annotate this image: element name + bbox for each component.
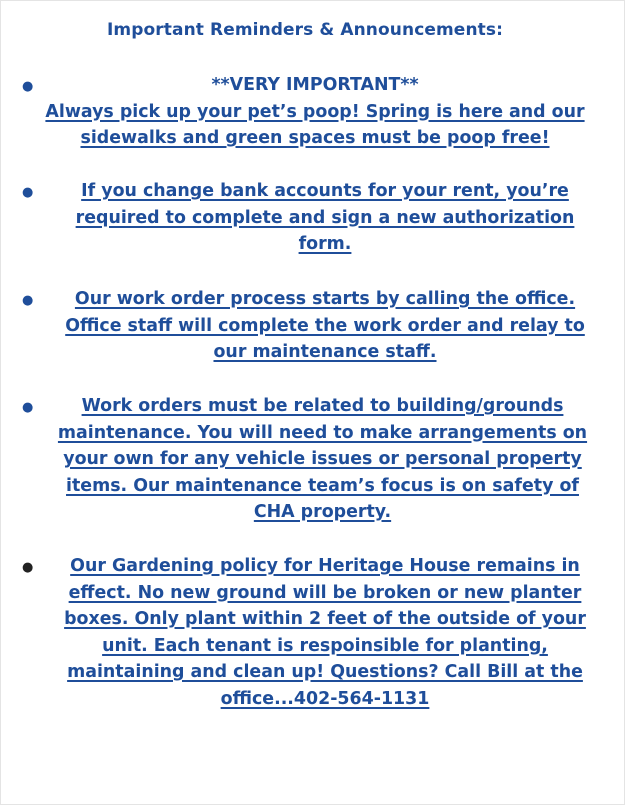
announcement-line: Always pick up your pet’s poop! Spring is here and our (45, 101, 585, 122)
announcement-line: effect. No new ground will be broken or new planter (68, 582, 582, 603)
announcement-line: maintaining and clean up! Questions? Call Bill at the (67, 662, 583, 682)
bullet-icon: ● (22, 185, 34, 200)
announcement-line: unit. Each tenant is respoinsible for planting, (102, 635, 548, 656)
announcement-work-order-process (45, 286, 605, 366)
announcement-line: boxes. Only plant within 2 feet of the outside of your (64, 609, 586, 629)
announcement-line: Our Gardening policy for Heritage House remains in (70, 556, 580, 576)
bullet-icon: ● (22, 400, 34, 415)
announcement-line: sidewalks and green spaces must be poop free! (80, 128, 550, 148)
announcement-line: **VERY IMPORTANT** (211, 75, 419, 95)
announcement-bank-accounts (45, 178, 605, 258)
announcement-line: Office staff will complete the work order and relay to (65, 315, 585, 336)
announcement-line: required to complete and sign a new authorization (75, 207, 575, 228)
announcement-line: your own for any vehicle issues or personal property (63, 449, 582, 469)
announcement-line: items. Our maintenance team’s focus is on safety of (66, 475, 579, 496)
announcement-line: form. (298, 234, 352, 254)
announcement-line: Our work order process starts by calling the office. (74, 289, 576, 309)
bullet-icon: ● (22, 79, 34, 94)
announcement-line: Work orders must be related to building/grounds (81, 396, 564, 416)
bullet-icon: ● (22, 560, 34, 575)
announcement-line: maintenance. You will need to make arrangements on (57, 422, 588, 443)
document-title: Important Reminders & Announcements: (107, 20, 503, 40)
announcement-line: If you change bank accounts for your rent, you’re (81, 181, 569, 201)
announcement-line: office...402-564-1131 (220, 688, 430, 709)
announcement-work-order-scope (40, 393, 605, 526)
announcement-pet-waste (20, 72, 610, 152)
announcement-line: CHA property. (253, 502, 392, 522)
bullet-icon: ● (22, 293, 34, 308)
announcement-gardening-policy (45, 553, 605, 712)
announcement-line: our maintenance staff. (213, 342, 437, 362)
